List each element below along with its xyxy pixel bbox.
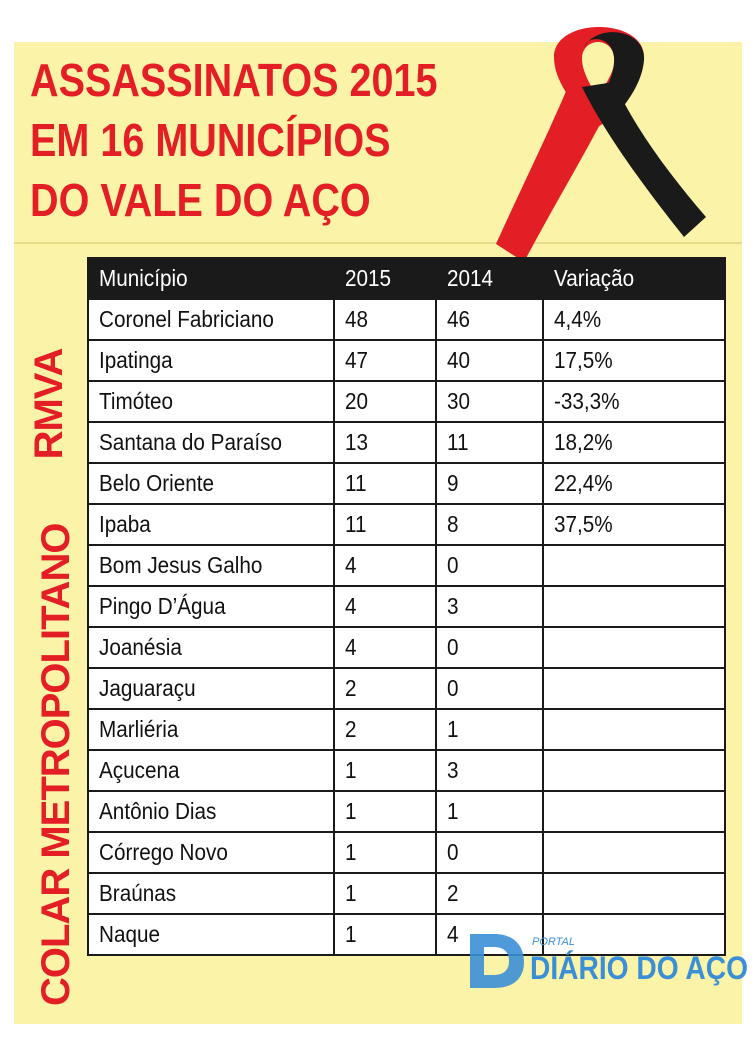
title-line-3: DO VALE DO AÇO xyxy=(30,174,371,226)
cell-2015-value: 4 xyxy=(345,634,357,660)
cell-municipio xyxy=(88,709,334,750)
cell-municipio xyxy=(88,504,334,545)
cell-2015-value: 4 xyxy=(345,552,357,578)
diario-do-aco-logo xyxy=(466,930,748,992)
cell-2015-value: 11 xyxy=(345,511,367,537)
cell-2015-value: 2 xyxy=(345,675,357,701)
table-row xyxy=(88,750,725,791)
cell-variacao-value: 17,5% xyxy=(554,347,613,373)
cell-2015 xyxy=(334,340,436,381)
title-line-1: ASSASSINATOS 2015 xyxy=(30,54,438,106)
cell-municipio xyxy=(88,791,334,832)
header-band xyxy=(14,42,742,244)
cell-municipio-value: Bom Jesus Galho xyxy=(99,552,263,578)
cell-2014-value: 0 xyxy=(447,675,459,701)
cell-2014 xyxy=(436,504,543,545)
cell-municipio-value: Santana do Paraíso xyxy=(99,429,282,455)
cell-2015 xyxy=(334,627,436,668)
homicide-table xyxy=(87,257,726,956)
cell-2015-value: 20 xyxy=(345,388,369,414)
logo-name-text: DIÁRIO DO AÇO xyxy=(530,950,748,986)
column-header-label: 2015 xyxy=(345,265,392,291)
column-header-label: Variação xyxy=(554,265,635,291)
cell-2014-value: 4 xyxy=(447,921,459,947)
logo-portal-text: PORTAL xyxy=(532,936,575,948)
cell-variacao-value: 37,5% xyxy=(554,511,613,537)
cell-2015 xyxy=(334,586,436,627)
cell-municipio-value: Joanésia xyxy=(99,634,182,660)
table-header-row xyxy=(88,258,725,299)
cell-2014 xyxy=(436,299,543,340)
column-header-label: 2014 xyxy=(447,265,494,291)
table-row xyxy=(88,340,725,381)
cell-municipio-value: Açucena xyxy=(99,757,180,783)
cell-municipio xyxy=(88,627,334,668)
title-line-2: EM 16 MUNICÍPIOS xyxy=(30,114,391,166)
cell-2014 xyxy=(436,709,543,750)
cell-variacao xyxy=(543,873,725,914)
cell-2015-value: 1 xyxy=(345,921,357,947)
cell-2015-value: 13 xyxy=(345,429,369,455)
cell-variacao xyxy=(543,463,725,504)
cell-municipio xyxy=(88,873,334,914)
cell-2014-value: 1 xyxy=(447,716,459,742)
cell-municipio xyxy=(88,422,334,463)
cell-2015-value: 1 xyxy=(345,880,357,906)
cell-variacao xyxy=(543,709,725,750)
cell-municipio-value: Marliéria xyxy=(99,716,179,742)
cell-2014 xyxy=(436,791,543,832)
cell-variacao xyxy=(543,668,725,709)
cell-2015 xyxy=(334,545,436,586)
table-row xyxy=(88,709,725,750)
cell-2015 xyxy=(334,463,436,504)
column-header-2015 xyxy=(334,258,436,299)
cell-2014 xyxy=(436,586,543,627)
table-row xyxy=(88,586,725,627)
cell-2015 xyxy=(334,709,436,750)
table-row xyxy=(88,545,725,586)
cell-2015-value: 11 xyxy=(345,470,367,496)
cell-2014-value: 9 xyxy=(447,470,459,496)
cell-2014-value: 0 xyxy=(447,839,459,865)
cell-2014-value: 1 xyxy=(447,798,459,824)
cell-municipio xyxy=(88,381,334,422)
cell-variacao-value: 22,4% xyxy=(554,470,613,496)
cell-2015-value: 2 xyxy=(345,716,357,742)
cell-2014-value: 46 xyxy=(447,306,471,332)
cell-2015 xyxy=(334,873,436,914)
cell-2014-value: 2 xyxy=(447,880,459,906)
cell-2015 xyxy=(334,504,436,545)
cell-variacao xyxy=(543,750,725,791)
cell-municipio-value: Timóteo xyxy=(99,388,174,414)
cell-2015 xyxy=(334,299,436,340)
table-row xyxy=(88,668,725,709)
cell-variacao xyxy=(543,791,725,832)
cell-2014 xyxy=(436,422,543,463)
cell-2014 xyxy=(436,668,543,709)
cell-municipio xyxy=(88,463,334,504)
cell-municipio-value: Antônio Dias xyxy=(99,798,217,824)
cell-variacao xyxy=(543,832,725,873)
mourning-ribbon-icon xyxy=(484,12,714,272)
cell-variacao xyxy=(543,586,725,627)
cell-variacao-value: 4,4% xyxy=(554,306,602,332)
cell-2014 xyxy=(436,832,543,873)
cell-variacao xyxy=(543,381,725,422)
d-letter-icon xyxy=(466,930,528,992)
cell-municipio-value: Braúnas xyxy=(99,880,177,906)
table-row xyxy=(88,504,725,545)
cell-2014-value: 40 xyxy=(447,347,471,373)
cell-2015-value: 48 xyxy=(345,306,369,332)
cell-2014-value: 30 xyxy=(447,388,471,414)
cell-variacao xyxy=(543,340,725,381)
cell-2014-value: 8 xyxy=(447,511,459,537)
column-header-label: Município xyxy=(99,265,188,291)
table-row xyxy=(88,463,725,504)
cell-municipio xyxy=(88,914,334,955)
cell-2014-value: 3 xyxy=(447,593,459,619)
cell-2014-value: 0 xyxy=(447,552,459,578)
cell-variacao xyxy=(543,627,725,668)
cell-municipio-value: Córrego Novo xyxy=(99,839,228,865)
cell-2015 xyxy=(334,750,436,791)
table-row xyxy=(88,873,725,914)
cell-2014-value: 11 xyxy=(447,429,469,455)
table-row xyxy=(88,299,725,340)
cell-municipio xyxy=(88,299,334,340)
cell-municipio-value: Ipatinga xyxy=(99,347,173,373)
cell-2014 xyxy=(436,545,543,586)
column-header-variacao xyxy=(543,258,725,299)
cell-2014-value: 3 xyxy=(447,757,459,783)
table-row xyxy=(88,832,725,873)
table-row xyxy=(88,422,725,463)
cell-municipio-value: Jaguaraçu xyxy=(99,675,196,701)
cell-2014 xyxy=(436,463,543,504)
cell-variacao-value: -33,3% xyxy=(554,388,620,414)
cell-variacao xyxy=(543,545,725,586)
cell-variacao xyxy=(543,504,725,545)
column-header-municipio xyxy=(88,258,334,299)
cell-2015-value: 47 xyxy=(345,347,369,373)
cell-2014 xyxy=(436,381,543,422)
cell-2014 xyxy=(436,340,543,381)
cell-municipio-value: Naque xyxy=(99,921,161,947)
side-label-colar-metropolitano: COLAR METROPOLITANO xyxy=(34,523,78,1006)
cell-municipio-value: Belo Oriente xyxy=(99,470,215,496)
cell-municipio-value: Ipaba xyxy=(99,511,151,537)
cell-2014 xyxy=(436,750,543,791)
column-header-2014 xyxy=(436,258,543,299)
cell-2015 xyxy=(334,422,436,463)
cell-municipio xyxy=(88,832,334,873)
cell-2015-value: 4 xyxy=(345,593,357,619)
cell-2014 xyxy=(436,627,543,668)
cell-2015-value: 1 xyxy=(345,839,357,865)
cell-2015 xyxy=(334,791,436,832)
cell-2014-value: 0 xyxy=(447,634,459,660)
cell-2015-value: 1 xyxy=(345,757,357,783)
cell-municipio-value: Pingo D’Água xyxy=(99,593,226,619)
table-row xyxy=(88,627,725,668)
cell-variacao xyxy=(543,422,725,463)
cell-variacao-value: 18,2% xyxy=(554,429,613,455)
cell-municipio-value: Coronel Fabriciano xyxy=(99,306,274,332)
cell-2015-value: 1 xyxy=(345,798,357,824)
table-row xyxy=(88,381,725,422)
cell-municipio xyxy=(88,668,334,709)
cell-municipio xyxy=(88,586,334,627)
cell-variacao xyxy=(543,299,725,340)
cell-municipio xyxy=(88,340,334,381)
cell-municipio xyxy=(88,545,334,586)
table-row xyxy=(88,791,725,832)
table-body xyxy=(88,299,725,955)
cell-municipio xyxy=(88,750,334,791)
cell-2014 xyxy=(436,873,543,914)
cell-2015 xyxy=(334,914,436,955)
cell-2015 xyxy=(334,381,436,422)
cell-2015 xyxy=(334,668,436,709)
cell-2015 xyxy=(334,832,436,873)
side-label-rmva: RMVA xyxy=(27,348,71,460)
